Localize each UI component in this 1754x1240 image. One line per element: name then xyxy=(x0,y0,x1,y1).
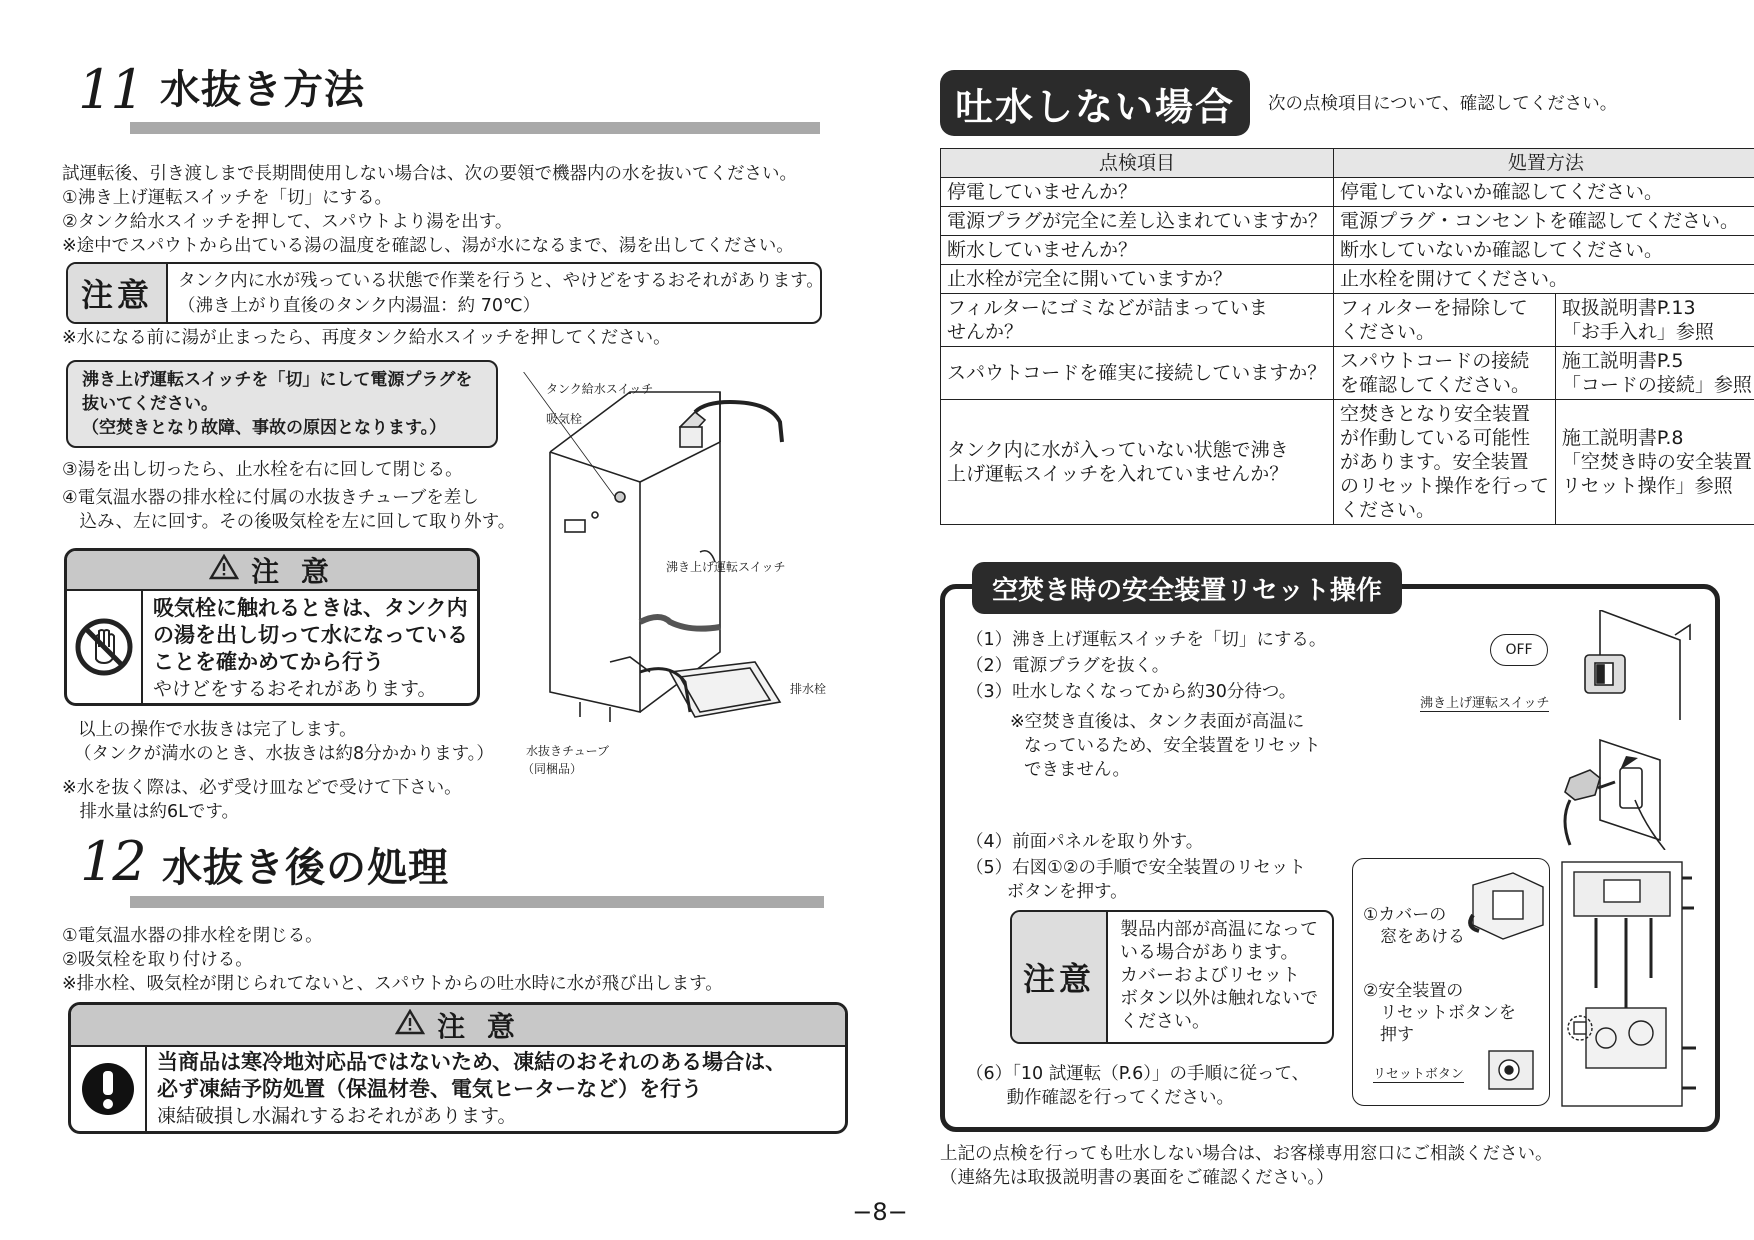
fig-safety-line-2: リセットボタンを xyxy=(1363,1003,1516,1023)
note-after-caution: ※水になる前に湯が止まったら、再度タンク給水スイッチを押してください。 xyxy=(62,328,671,348)
label-tank-switch: タンク給水スイッチ xyxy=(546,382,654,396)
cell-check-item-line: 上げ運転スイッチを入れていませんか？ xyxy=(947,463,1289,485)
fig-safety-line-3: 押す xyxy=(1363,1025,1414,1045)
off-bubble xyxy=(1490,634,1548,666)
rounded-note-line-1: 沸き上げ運転スイッチを「切」にして電源プラグを xyxy=(82,370,473,390)
reset-step-6-line-2: 動作確認を行ってください。 xyxy=(966,1088,1235,1108)
caution-box-1 xyxy=(66,262,822,324)
reset-step-4: （4）前面パネルを取り外す。 xyxy=(966,832,1204,852)
cell-action xyxy=(1334,236,1754,265)
section-11-number: 11 xyxy=(78,58,143,121)
section-11-bar xyxy=(130,122,820,134)
reset-step-3: （3）吐水しなくなってから約30分待つ。 xyxy=(966,682,1297,702)
fig-cover-line-2: 窓をあける xyxy=(1363,927,1465,947)
reset-title-badge xyxy=(972,562,1402,614)
warning-1-bold-2: の湯を出し切って水になっている xyxy=(153,623,468,647)
label-tube: 水抜きチューブ xyxy=(526,744,610,758)
cell-action xyxy=(1334,400,1556,525)
label-air-plug: 吸気栓 xyxy=(546,412,583,426)
cell-action-line: 電源プラグ・コンセントを確認してください。 xyxy=(1340,210,1740,232)
cell-reference xyxy=(1555,347,1754,400)
reset-step-5-line-2: ボタンを押す。 xyxy=(966,882,1128,902)
table-row xyxy=(941,265,1754,294)
section-12-bar xyxy=(130,896,824,908)
cell-reference-line: 取扱説明書P.13 xyxy=(1561,297,1696,319)
section-11-title: 水抜き方法 xyxy=(160,67,365,113)
sec12-line-1: ①電気温水器の排水栓を閉じる。 xyxy=(62,926,323,946)
table-row xyxy=(941,294,1754,347)
label-tube-sub: （同梱品） xyxy=(522,762,583,776)
warning-header-2 xyxy=(71,1005,845,1047)
cell-action xyxy=(1334,265,1754,294)
cell-check-item-line: 断水していませんか？ xyxy=(947,239,1138,261)
label-boil-switch: 沸き上げ運転スイッチ xyxy=(666,560,786,574)
header-check-item: 点検項目 xyxy=(941,149,1334,178)
reset-step-1: （1）沸き上げ運転スイッチを「切」にする。 xyxy=(966,630,1327,650)
right-subtitle: 次の点検項目について、確認してください。 xyxy=(1268,94,1618,114)
cell-check-item-line: 止水栓が完全に開いていますか？ xyxy=(947,268,1233,290)
warning-box-2 xyxy=(68,1002,848,1134)
no-touch-icon xyxy=(67,591,143,703)
table-row xyxy=(941,400,1754,525)
cell-check-item xyxy=(941,265,1334,294)
footer-line-2: （連絡先は取扱説明書の裏面をご確認ください。） xyxy=(940,1168,1334,1188)
sec12-line-2: ②吸気栓を取り付ける。 xyxy=(62,950,253,970)
right-title: 吐水しない場合 xyxy=(954,84,1235,129)
cell-check-item-line: フィルターにゴミなどが詰まっていま xyxy=(947,297,1268,319)
reset-subnote-1: ※空焚き直後は、タンク表面が高温に xyxy=(1010,712,1305,732)
cell-action-line: 断水していないか確認してください。 xyxy=(1340,239,1664,261)
warning-box-1 xyxy=(64,548,480,706)
cell-action xyxy=(1334,347,1556,400)
step-3: ③湯を出し切ったら、止水栓を右に回して閉じる。 xyxy=(62,460,463,480)
cell-check-item-line: タンク内に水が入っていない状態で沸き xyxy=(947,439,1289,461)
cell-reference-line: 「コードの接続」参照 xyxy=(1561,374,1752,396)
heater-internal-figure xyxy=(1556,858,1706,1110)
cell-action-line: 空焚きとなり安全装置 xyxy=(1340,403,1531,425)
warning-1-bold-1: 吸気栓に触れるときは、タンク内 xyxy=(153,596,468,620)
cell-action-line: スパウトコードの接続 xyxy=(1340,350,1530,372)
cell-action-line: を確認してください。 xyxy=(1340,374,1531,396)
reset-step-2: （2）電源プラグを抜く。 xyxy=(966,656,1170,676)
cell-action-line: 停電していないか確認してください。 xyxy=(1340,181,1664,203)
cell-action-line: ください。 xyxy=(1340,499,1436,521)
caution-tag-1: 注意 xyxy=(68,264,168,322)
caution-1-line-2: （沸き上がり直後のタンク内湯温：約 70℃） xyxy=(178,296,541,316)
cell-reference-line: 「空焚き時の安全装置 xyxy=(1561,451,1752,473)
table-header-row xyxy=(941,149,1754,178)
step-4-line-1: ④電気温水器の排水栓に付属の水抜きチューブを差し xyxy=(62,488,479,508)
reset-button-figure xyxy=(1352,858,1550,1106)
warning-2-bold-2: 必ず凍結予防処置（保温材巻、電気ヒーターなど）を行う xyxy=(157,1077,703,1101)
reset-title: 空焚き時の安全装置リセット操作 xyxy=(992,575,1382,606)
cell-reference-line: リセット操作」参照 xyxy=(1561,475,1733,497)
footer-line-1: 上記の点検を行っても吐水しない場合は、お客様専用窓口にご相談ください。 xyxy=(940,1144,1553,1164)
cell-reference xyxy=(1555,294,1754,347)
right-title-badge xyxy=(940,70,1250,136)
cell-check-item-line: スパウトコードを確実に接続していますか？ xyxy=(947,362,1327,384)
rounded-note xyxy=(66,360,498,448)
label-reset-button: リセットボタン xyxy=(1373,1063,1464,1083)
rounded-note-line-3: （空焚きとなり故障、事故の原因となります。） xyxy=(82,418,447,438)
cell-reference-line: 「お手入れ」参照 xyxy=(1561,321,1714,343)
cell-action-line: フィルターを掃除して xyxy=(1340,297,1528,319)
reset-caution-line-4: ボタン以外は触れないで xyxy=(1120,988,1318,1009)
cell-check-item xyxy=(941,347,1334,400)
reset-caution-tag: 注意 xyxy=(1012,912,1108,1042)
warning-1-bold-3: ことを確かめてから行う xyxy=(153,650,384,674)
cell-check-item-line: 電源プラグが完全に差し込まれていますか？ xyxy=(947,210,1328,232)
table-row xyxy=(941,347,1754,400)
warning-triangle-icon xyxy=(395,1009,425,1042)
cell-check-item xyxy=(941,236,1334,265)
cell-reference xyxy=(1555,400,1754,525)
switch-plug-figure xyxy=(1420,610,1700,850)
cell-check-item xyxy=(941,178,1334,207)
exclamation-icon xyxy=(71,1047,147,1131)
cell-action xyxy=(1334,178,1754,207)
water-heater-figure xyxy=(520,372,820,782)
intro-line-4: ※途中でスパウトから出ている湯の温度を確認し、湯が水になるまで、湯を出してください。 xyxy=(62,236,794,256)
reset-step-6-line-1: （6）「10 試運転（P.6）」の手順に従って、 xyxy=(966,1064,1310,1084)
table-row xyxy=(941,178,1754,207)
cell-action-line: のリセット操作を行って xyxy=(1340,475,1549,497)
warning-2-bold-1: 当商品は寒冷地対応品ではないため、凍結のおそれのある場合は、 xyxy=(157,1050,787,1074)
cell-check-item xyxy=(941,294,1334,347)
cell-action-line: が作動している可能性 xyxy=(1340,427,1531,449)
drain-note-2: 排水量は約6Lです。 xyxy=(62,802,239,822)
sec12-line-3: ※排水栓、吸気栓が閉じられてないと、スパウトからの吐水時に水が飛び出します。 xyxy=(62,974,723,994)
reset-caution-box xyxy=(1010,910,1334,1044)
cell-check-item-line: せんか？ xyxy=(947,321,1024,343)
cell-check-item xyxy=(941,400,1334,525)
cell-check-item xyxy=(941,207,1334,236)
cell-reference-line: 施工説明書P.8 xyxy=(1561,427,1684,449)
table-row xyxy=(941,236,1754,265)
reset-subnote-3: できません。 xyxy=(1024,760,1131,780)
header-action: 処置方法 xyxy=(1334,149,1754,178)
label-boil-switch-right: 沸き上げ運転スイッチ xyxy=(1420,692,1549,712)
cell-action-line: があります。安全装置 xyxy=(1340,451,1529,473)
step-4-line-2: 込み、左に回す。その後吸気栓を左に回して取り外す。 xyxy=(62,512,516,532)
complete-line-2: （タンクが満水のとき、水抜きは約8分かかります。） xyxy=(74,744,494,764)
reset-step-5-line-1: （5）右図①②の手順で安全装置のリセット xyxy=(966,858,1306,878)
rounded-note-line-2: 抜いてください。 xyxy=(82,394,218,414)
cell-action xyxy=(1334,207,1754,236)
intro-line-1: 試運転後、引き渡しまで長期間使用しない場合は、次の要領で機器内の水を抜いてください。 xyxy=(62,164,797,184)
section-12-title: 水抜き後の処理 xyxy=(162,845,449,891)
reset-caution-line-5: ください。 xyxy=(1120,1011,1210,1032)
reset-caution-line-1: 製品内部が高温になって xyxy=(1120,919,1318,940)
check-table xyxy=(940,148,1754,525)
intro-line-3: ②タンク給水スイッチを押して、スパウトより湯を出す。 xyxy=(62,212,513,232)
warning-1-normal: やけどをするおそれがあります。 xyxy=(153,678,437,700)
table-row xyxy=(941,207,1754,236)
reset-subnote-2: なっているため、安全装置をリセット xyxy=(1024,736,1321,756)
reset-caution-line-2: いる場合があります。 xyxy=(1120,942,1299,963)
off-label: OFF xyxy=(1505,642,1533,658)
fig-safety-line-1: ②安全装置の xyxy=(1363,981,1464,1001)
warning-header-text-1: 注 意 xyxy=(251,555,335,588)
page-number: −8− xyxy=(852,1198,908,1226)
label-drain-plug: 排水栓 xyxy=(790,682,827,696)
warning-header-text-2: 注 意 xyxy=(437,1010,521,1043)
caution-1-line-1: タンク内に水が残っている状態で作業を行うと、やけどをするおそれがあります。 xyxy=(178,271,824,291)
intro-line-2: ①沸き上げ運転スイッチを「切」にする。 xyxy=(62,188,392,208)
cell-action xyxy=(1334,294,1556,347)
warning-triangle-icon xyxy=(209,554,239,587)
reset-caution-line-3: カバーおよびリセット xyxy=(1120,965,1300,986)
cell-action-line: ください。 xyxy=(1340,321,1436,343)
warning-2-normal: 凍結破損し水漏れするおそれがあります。 xyxy=(157,1105,517,1127)
cell-check-item-line: 停電していませんか？ xyxy=(947,181,1138,203)
fig-cover-line-1: ①カバーの xyxy=(1363,905,1447,925)
drain-note-1: ※水を抜く際は、必ず受け皿などで受けて下さい。 xyxy=(62,778,462,798)
warning-header-1 xyxy=(67,551,477,591)
cell-reference-line: 施工説明書P.5 xyxy=(1561,350,1684,372)
section-12-number: 12 xyxy=(80,830,145,893)
complete-line-1: 以上の操作で水抜きは完了します。 xyxy=(78,720,357,740)
cell-action-line: 止水栓を開けてください。 xyxy=(1340,268,1569,290)
